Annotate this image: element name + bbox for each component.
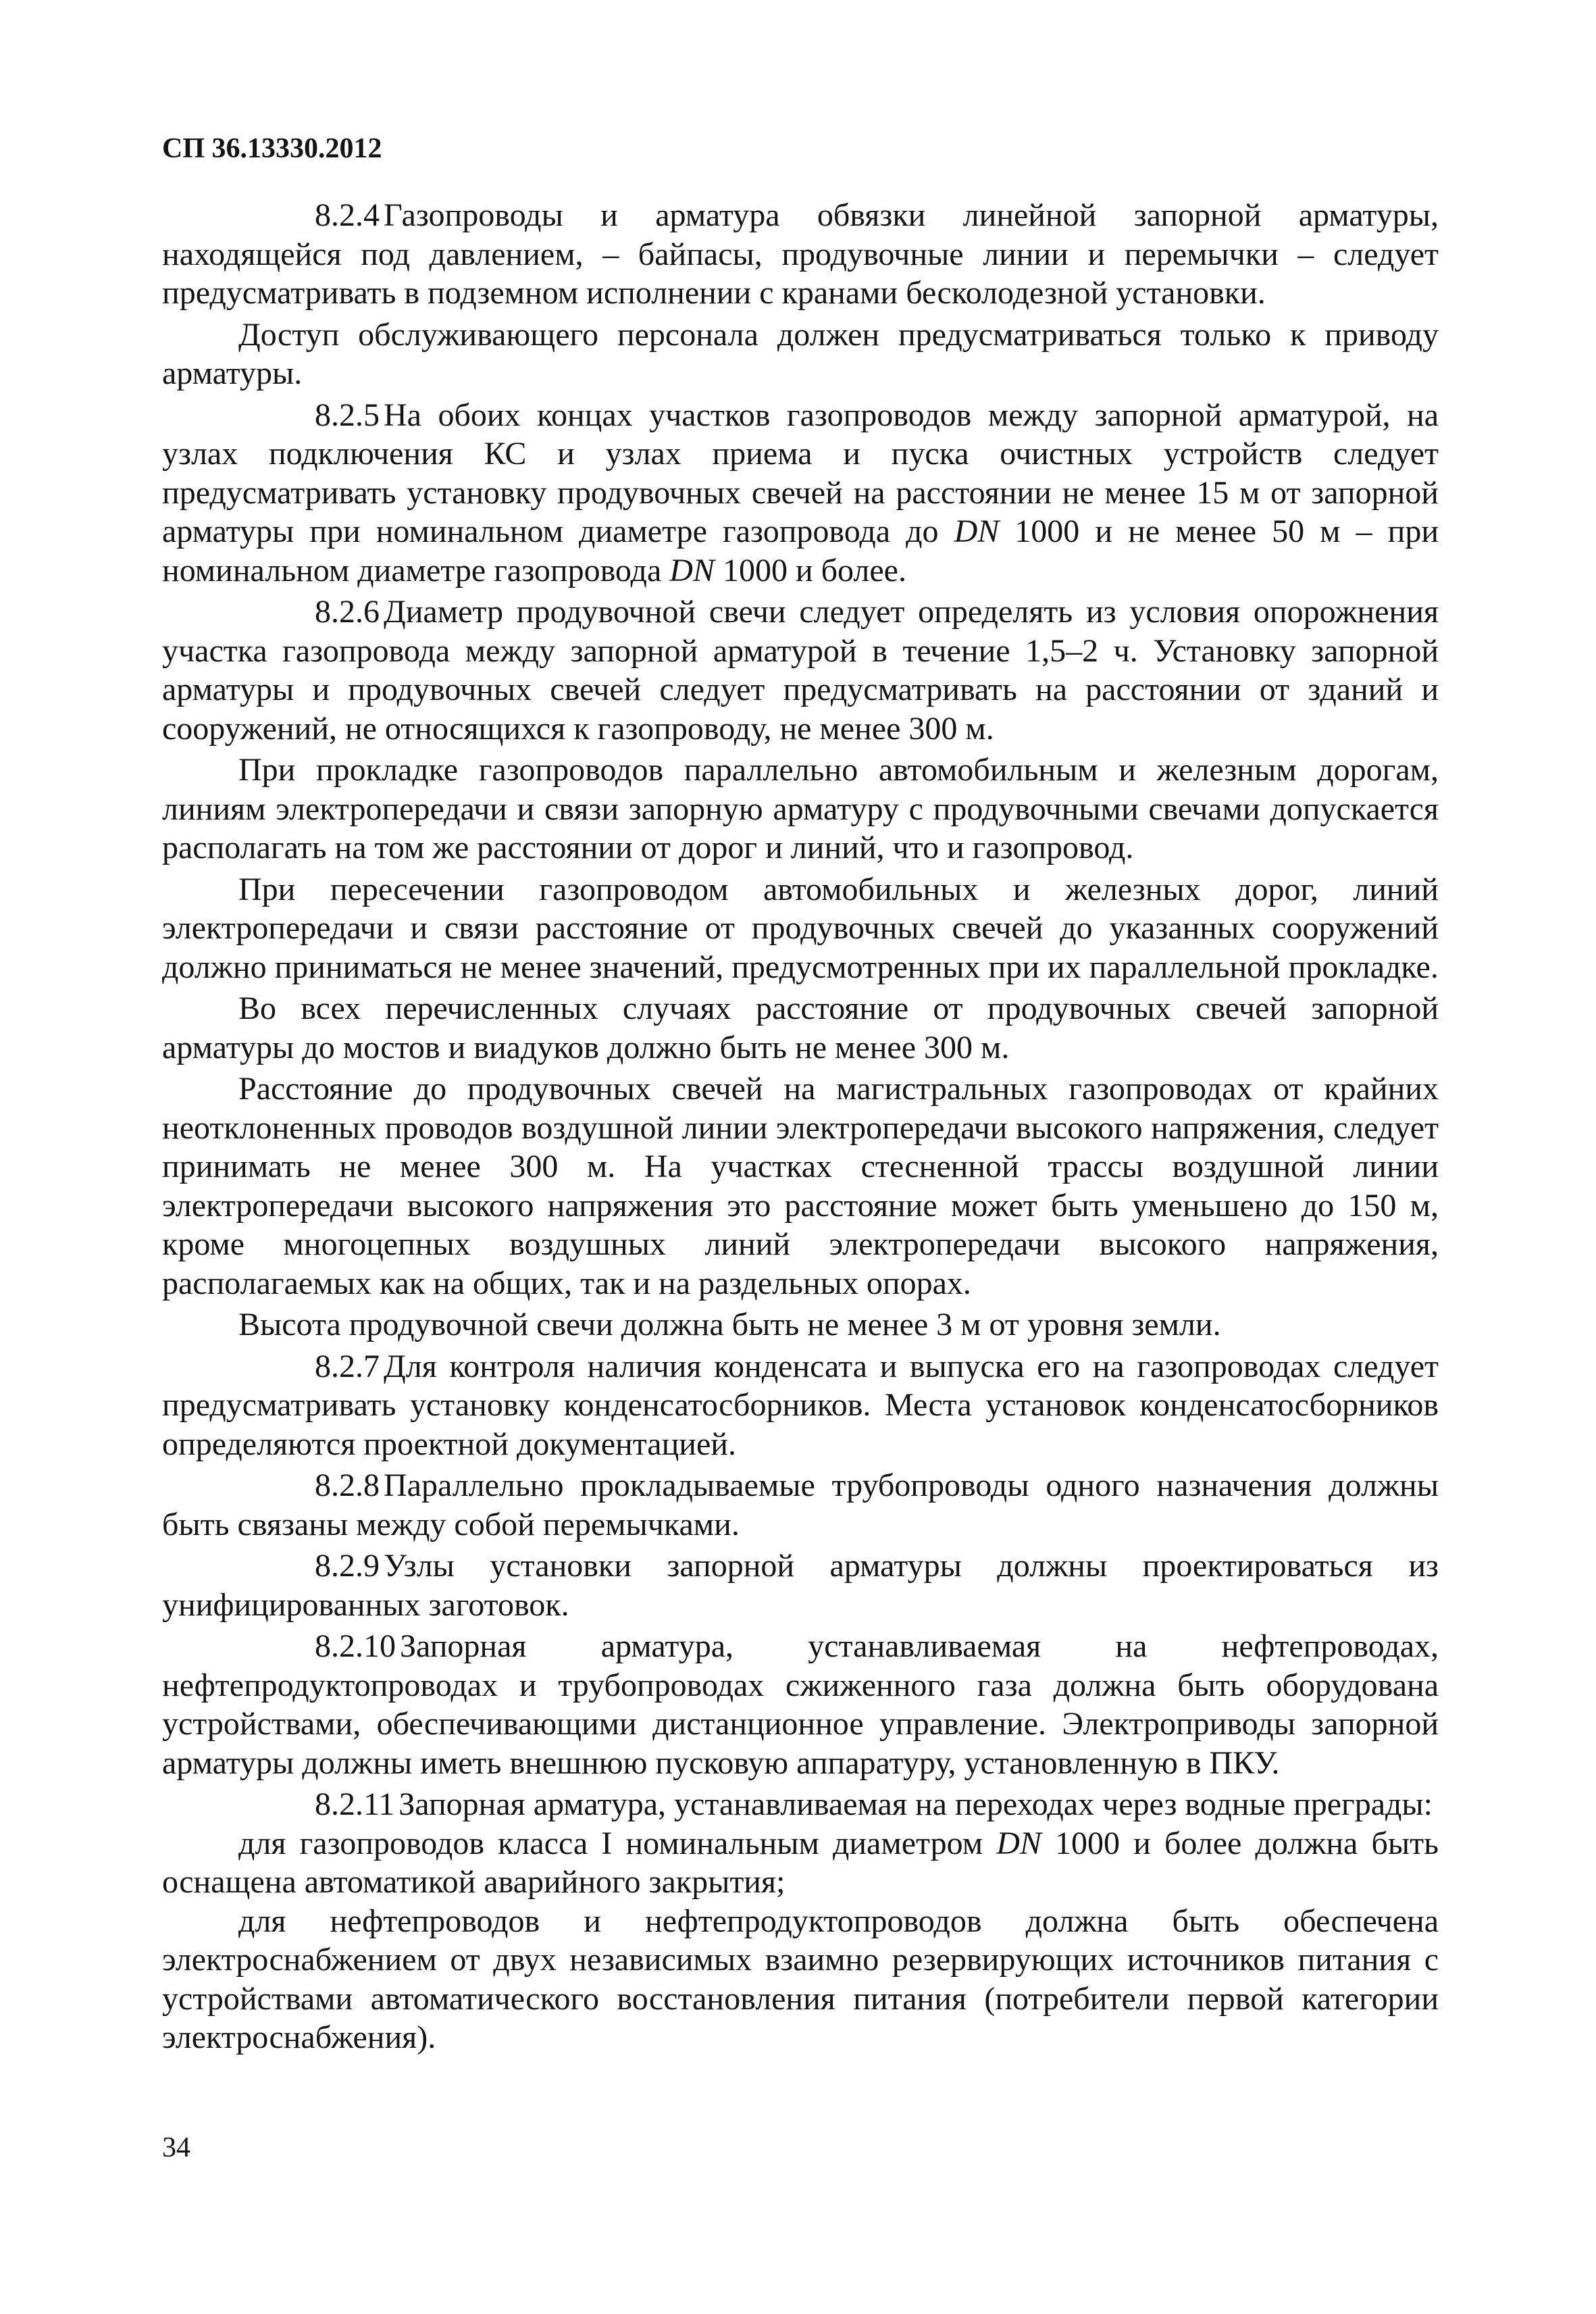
clause-8-2-9 — [162, 1546, 1439, 1624]
dn-symbol: DN — [669, 552, 715, 588]
clause-8-2-5 — [162, 396, 1439, 590]
clause-number: 8.2.9 — [315, 1548, 380, 1584]
clause-number: 8.2.11 — [315, 1786, 395, 1822]
paragraph: Расстояние до продувочных свечей на магистральных газопроводах от крайних неотклоненных проводов воздушной линии электропередачи высокого напряжения, следует принимать не менее 300 м. На участках стесненной трассы воздушной линии электропередачи высокого напряжения это расстояние может быть уменьшено до 150 м, кроме многоцепных воздушных линий электропередачи высокого напряжения, располагаемых как на общих, так и на раздельных опорах. — [162, 1071, 1439, 1301]
clause-text: Для контроля наличия конденсата и выпуска его на газопроводах следует предусматривать установку конденсатосборников. Места установок конденсатосборников определяются проектной документацией. — [162, 1348, 1439, 1462]
clause-text: Запорная арматура, устанавливаемая на переходах через водные преграды: — [398, 1786, 1433, 1822]
clause-8-2-11 — [162, 1785, 1439, 1824]
clause-8-2-6 — [162, 593, 1439, 748]
document-body — [162, 196, 1439, 2057]
clause-number: 8.2.7 — [315, 1348, 380, 1384]
paragraph — [162, 1824, 1439, 1902]
paragraph-text: 1000 и более должна быть оснащена автоматикой аварийного закрытия; — [162, 1825, 1439, 1900]
clause-text: На обоих концах участков газопроводов между запорной арматурой, на узлах подключения КС и узлах приема и пуска очистных устройств следует предусматривать установку продувочных свечей на расстоянии не менее 15 м от запорной арматуры при номинальном диаметре газопровода до — [162, 397, 1439, 549]
clause-text: Узлы установки запорной арматуры должны проектироваться из унифицированных заготовок. — [162, 1548, 1439, 1623]
paragraph: Во всех перечисленных случаях расстояние от продувочных свечей запорной арматуры до мостов и виадуков должно быть не менее 300 м. — [162, 990, 1439, 1065]
clause-number: 8.2.6 — [315, 594, 380, 630]
paragraph: При прокладке газопроводов параллельно автомобильным и железным дорогам, линиям электропередачи и связи запорную арматуру с продувочными свечами допускается располагать на том же расстоянии от дорог и линий, что и газопровод. — [162, 752, 1439, 865]
document-code-header: СП 36.13330.2012 — [162, 133, 382, 164]
clause-text: 1000 и не менее 50 м – при номинальном диаметре газопровода — [162, 513, 1439, 588]
paragraph: При пересечении газопроводом автомобильных и железных дорог, линий электропередачи и связи расстояние от продувочных свечей до указанных сооружений должно приниматься не менее значений, предусмотренных при их параллельной прокладке. — [162, 871, 1439, 985]
clause-8-2-8 — [162, 1466, 1439, 1544]
dn-symbol: DN — [996, 1825, 1041, 1861]
page-number: 34 — [162, 2132, 190, 2163]
clause-text: Газопроводы и арматура обвязки линейной запорной арматуры, находящейся под давлением, – байпасы, продувочные линии и перемычки – следует предусматривать в подземном исполнении с кранами бесколодезной установки. — [162, 197, 1439, 311]
paragraph: Высота продувочной свечи должна быть не менее 3 м от уровня земли. — [238, 1307, 1221, 1342]
dn-symbol: DN — [954, 513, 1000, 549]
clause-text: Параллельно прокладываемые трубопроводы одного назначения должны быть связаны между собой перемычками. — [162, 1467, 1439, 1542]
clause-8-2-4 — [162, 196, 1439, 313]
paragraph: Доступ обслуживающего персонала должен предусматриваться только к приводу арматуры. — [162, 316, 1439, 391]
clause-text: 1000 и более. — [714, 552, 906, 588]
paragraph: для нефтепроводов и нефтепродуктопроводов должна быть обеспечена электроснабжением от двух независимых взаимно резервирующих источников питания с устройствами автоматического восстановления питания (потребители первой категории электроснабжения). — [162, 1903, 1439, 2055]
paragraph-text: для газопроводов класса I номинальным диаметром — [238, 1825, 997, 1861]
clause-number: 8.2.5 — [315, 397, 380, 433]
clause-number: 8.2.10 — [315, 1628, 396, 1664]
clause-8-2-10 — [162, 1627, 1439, 1782]
clause-number: 8.2.8 — [315, 1467, 380, 1503]
clause-8-2-7 — [162, 1347, 1439, 1464]
clause-number: 8.2.4 — [315, 197, 380, 233]
clause-text: Запорная арматура, устанавливаемая на нефтепроводах, нефтепродуктопроводах и трубопроводах сжиженного газа должна быть оборудована устройствами, обеспечивающими дистанционное управление. Электроприводы запорной арматуры должны иметь внешнюю пусковую аппаратуру, установленную в ПКУ. — [162, 1628, 1439, 1781]
clause-text: Диаметр продувочной свечи следует определять из условия опорожнения участка газопровода между запорной арматурой в течение 1,5–2 ч. Установку запорной арматуры и продувочных свечей следует предусматривать на расстоянии от зданий и сооружений, не относящихся к газопроводу, не менее 300 м. — [162, 594, 1439, 747]
